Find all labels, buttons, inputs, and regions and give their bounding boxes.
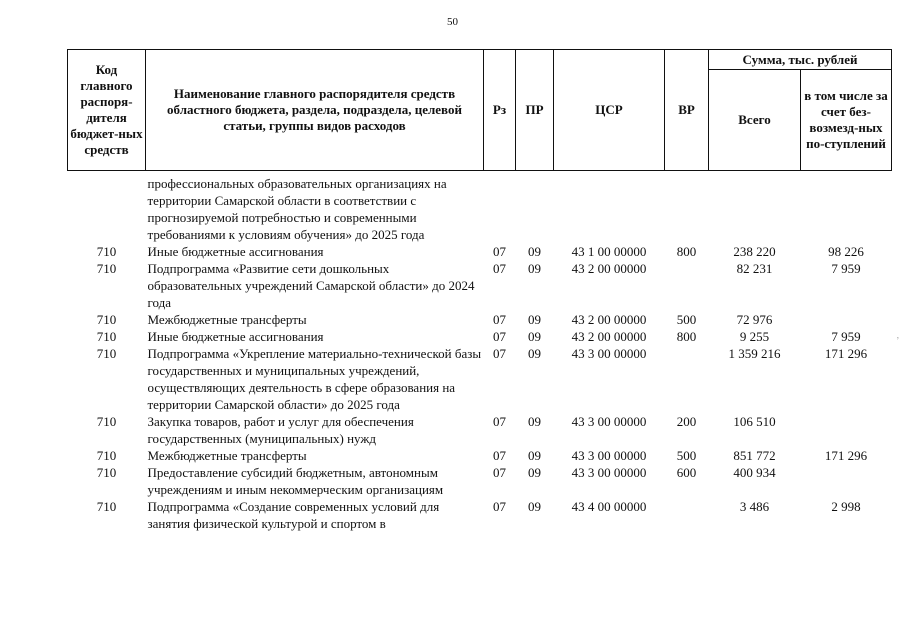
cell-code: 710	[96, 244, 117, 259]
cell-rz: 07	[493, 244, 506, 259]
cell-pr: 09	[528, 465, 541, 480]
header-pr: ПР	[516, 50, 554, 171]
cell-pr: 09	[528, 329, 541, 344]
cell-pr: 09	[528, 448, 541, 463]
cell-name: Подпрограмма «Укрепление материально-технической базы государственных и муниципальных учреждений, осуществляющих деятельность в сфере образования на территории Самарской области» до 2025 года	[147, 346, 482, 412]
cell-total: 3 486	[739, 499, 770, 514]
cell-free	[801, 311, 892, 328]
cell-code: 710	[96, 448, 117, 463]
table-row	[68, 345, 892, 413]
table-row	[68, 447, 892, 464]
cell-code: 710	[96, 465, 117, 480]
cell-total: 400 934	[733, 465, 776, 480]
cell-pr	[516, 171, 554, 244]
header-rz: Рз	[484, 50, 516, 171]
cell-name: Предоставление субсидий бюджетным, автономным учреждениям и иным некоммерческим организациям	[147, 465, 444, 497]
cell-rz: 07	[493, 465, 506, 480]
cell-total	[709, 171, 801, 244]
cell-csr: 43 2 00 00000	[571, 312, 647, 327]
cell-vr: 200	[676, 414, 697, 429]
cell-free	[801, 413, 892, 447]
cell-free: 2 998	[831, 499, 861, 514]
cell-csr	[554, 171, 665, 244]
cell-free: 7 959	[831, 261, 861, 276]
cell-vr	[665, 345, 709, 413]
cell-name: Закупка товаров, работ и услуг для обеспечения государственных (муниципальных) нужд	[147, 414, 414, 446]
cell-total: 72 976	[736, 312, 773, 327]
table-row	[68, 328, 892, 345]
page-number: 50	[447, 16, 458, 28]
cell-rz: 07	[493, 414, 506, 429]
cell-code: 710	[96, 499, 117, 514]
cell-free: 7 959	[831, 329, 861, 344]
cell-csr: 43 4 00 00000	[571, 499, 647, 514]
table-body	[68, 171, 892, 533]
cell-total: 1 359 216	[728, 346, 781, 361]
table-row	[68, 243, 892, 260]
budget-table	[67, 49, 892, 532]
table-row	[68, 413, 892, 447]
cell-vr: 500	[676, 448, 697, 463]
cell-total: 9 255	[739, 329, 770, 344]
cell-code: 710	[96, 261, 117, 276]
cell-code: 710	[96, 329, 117, 344]
cell-vr: 500	[676, 312, 697, 327]
cell-pr: 09	[528, 244, 541, 259]
cell-code: 710	[96, 414, 117, 429]
cell-csr: 43 3 00 00000	[571, 346, 647, 361]
cell-rz: 07	[493, 346, 506, 361]
cell-rz: 07	[493, 312, 506, 327]
table-row	[68, 464, 892, 498]
cell-name: Иные бюджетные ассигнования	[147, 244, 324, 259]
cell-free: 171 296	[824, 346, 868, 361]
cell-code: 710	[96, 346, 117, 361]
header-total: Всего	[709, 70, 801, 171]
cell-vr: 800	[676, 329, 697, 344]
cell-total: 82 231	[736, 261, 773, 276]
table-header	[68, 50, 892, 171]
cell-vr: 800	[676, 244, 697, 259]
cell-rz: 07	[493, 261, 506, 276]
cell-code: 710	[96, 312, 117, 327]
cell-csr: 43 1 00 00000	[571, 244, 647, 259]
cell-name: Межбюджетные трансферты	[147, 448, 307, 463]
cell-pr: 09	[528, 346, 541, 361]
header-name: Наименование главного распорядителя средств областного бюджета, раздела, подраздела, целевой статьи, группы видов расходов	[146, 50, 484, 171]
cell-total: 238 220	[733, 244, 776, 259]
cell-total: 851 772	[733, 448, 776, 463]
cell-vr	[665, 171, 709, 244]
header-sum: Сумма, тыс. рублей	[709, 50, 892, 70]
cell-pr: 09	[528, 312, 541, 327]
cell-rz: 07	[493, 448, 506, 463]
table-row	[68, 498, 892, 532]
cell-vr	[665, 260, 709, 311]
cell-csr: 43 2 00 00000	[571, 329, 647, 344]
cell-name: Подпрограмма «Развитие сети дошкольных образовательных учреждений Самарской области» до 2024 года	[147, 261, 475, 310]
header-code: Код главного распоря-дителя бюджет-ных средств	[68, 50, 146, 171]
cell-total: 106 510	[733, 414, 776, 429]
cell-name: Подпрограмма «Создание современных условий для занятия физической культурой и спортом в	[147, 499, 440, 531]
cell-csr: 43 3 00 00000	[571, 465, 647, 480]
cell-free	[801, 171, 892, 244]
scan-mark: ,	[896, 330, 899, 340]
header-vr: ВР	[665, 50, 709, 171]
cell-rz	[484, 171, 516, 244]
cell-csr: 43 3 00 00000	[571, 414, 647, 429]
cell-vr	[665, 498, 709, 532]
cell-csr: 43 2 00 00000	[571, 261, 647, 276]
cell-rz: 07	[493, 329, 506, 344]
table-row	[68, 171, 892, 244]
cell-vr: 600	[676, 465, 697, 480]
cell-name: Межбюджетные трансферты	[147, 312, 307, 327]
table-row	[68, 311, 892, 328]
cell-csr: 43 3 00 00000	[571, 448, 647, 463]
header-free: в том числе за счет без-возмезд-ных по-ступлений	[801, 70, 892, 171]
cell-name: профессиональных образовательных организациях на территории Самарской области в соответствии с прогнозируемой потребностью и современными требованиями к условиям обучения» до 2025 года	[147, 176, 447, 242]
cell-free: 171 296	[824, 448, 868, 463]
cell-pr: 09	[528, 261, 541, 276]
cell-name: Иные бюджетные ассигнования	[147, 329, 324, 344]
cell-free	[801, 464, 892, 498]
header-csr: ЦСР	[554, 50, 665, 171]
cell-pr: 09	[528, 499, 541, 514]
cell-free: 98 226	[828, 244, 864, 259]
table-row	[68, 260, 892, 311]
cell-rz: 07	[493, 499, 506, 514]
cell-pr: 09	[528, 414, 541, 429]
cell-code	[68, 171, 146, 244]
